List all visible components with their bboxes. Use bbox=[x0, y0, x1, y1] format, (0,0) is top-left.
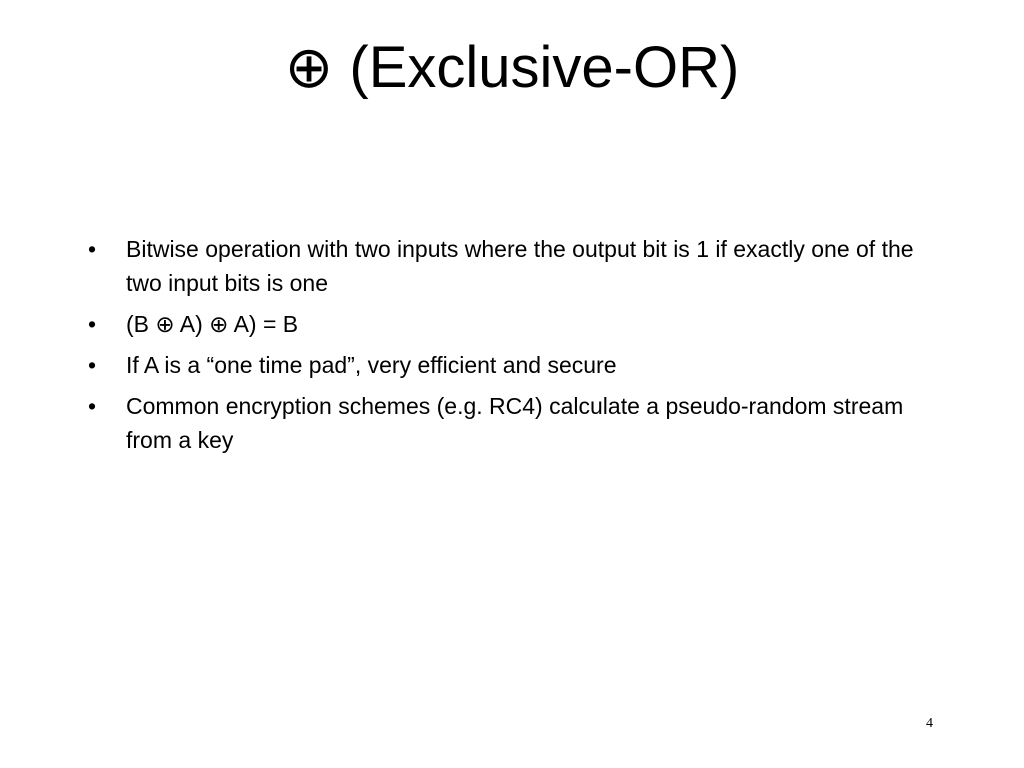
slide-title: ⊕ (Exclusive-OR) bbox=[284, 35, 740, 100]
bullet-item-xor-definition bbox=[88, 232, 928, 300]
bullet-list bbox=[88, 232, 928, 464]
bullet-icon: • bbox=[88, 311, 97, 337]
bullet-icon: • bbox=[88, 352, 97, 378]
page-number: 4 bbox=[926, 716, 933, 731]
bullet-text: Bitwise operation with two inputs where the output bit is 1 if exactly one of the two input bits is one bbox=[126, 236, 914, 296]
bullet-text: If A is a “one time pad”, very efficient and secure bbox=[126, 352, 617, 378]
bullet-text: (B ⊕ A) ⊕ A) = B bbox=[126, 311, 299, 337]
bullet-item-one-time-pad bbox=[88, 348, 928, 382]
bullet-text: Common encryption schemes (e.g. RC4) calculate a pseudo-random stream from a key bbox=[126, 393, 904, 453]
bullet-icon: • bbox=[88, 236, 97, 262]
bullet-item-xor-identity bbox=[88, 307, 928, 341]
bullet-icon: • bbox=[88, 393, 97, 419]
bullet-item-encryption-schemes bbox=[88, 389, 928, 457]
